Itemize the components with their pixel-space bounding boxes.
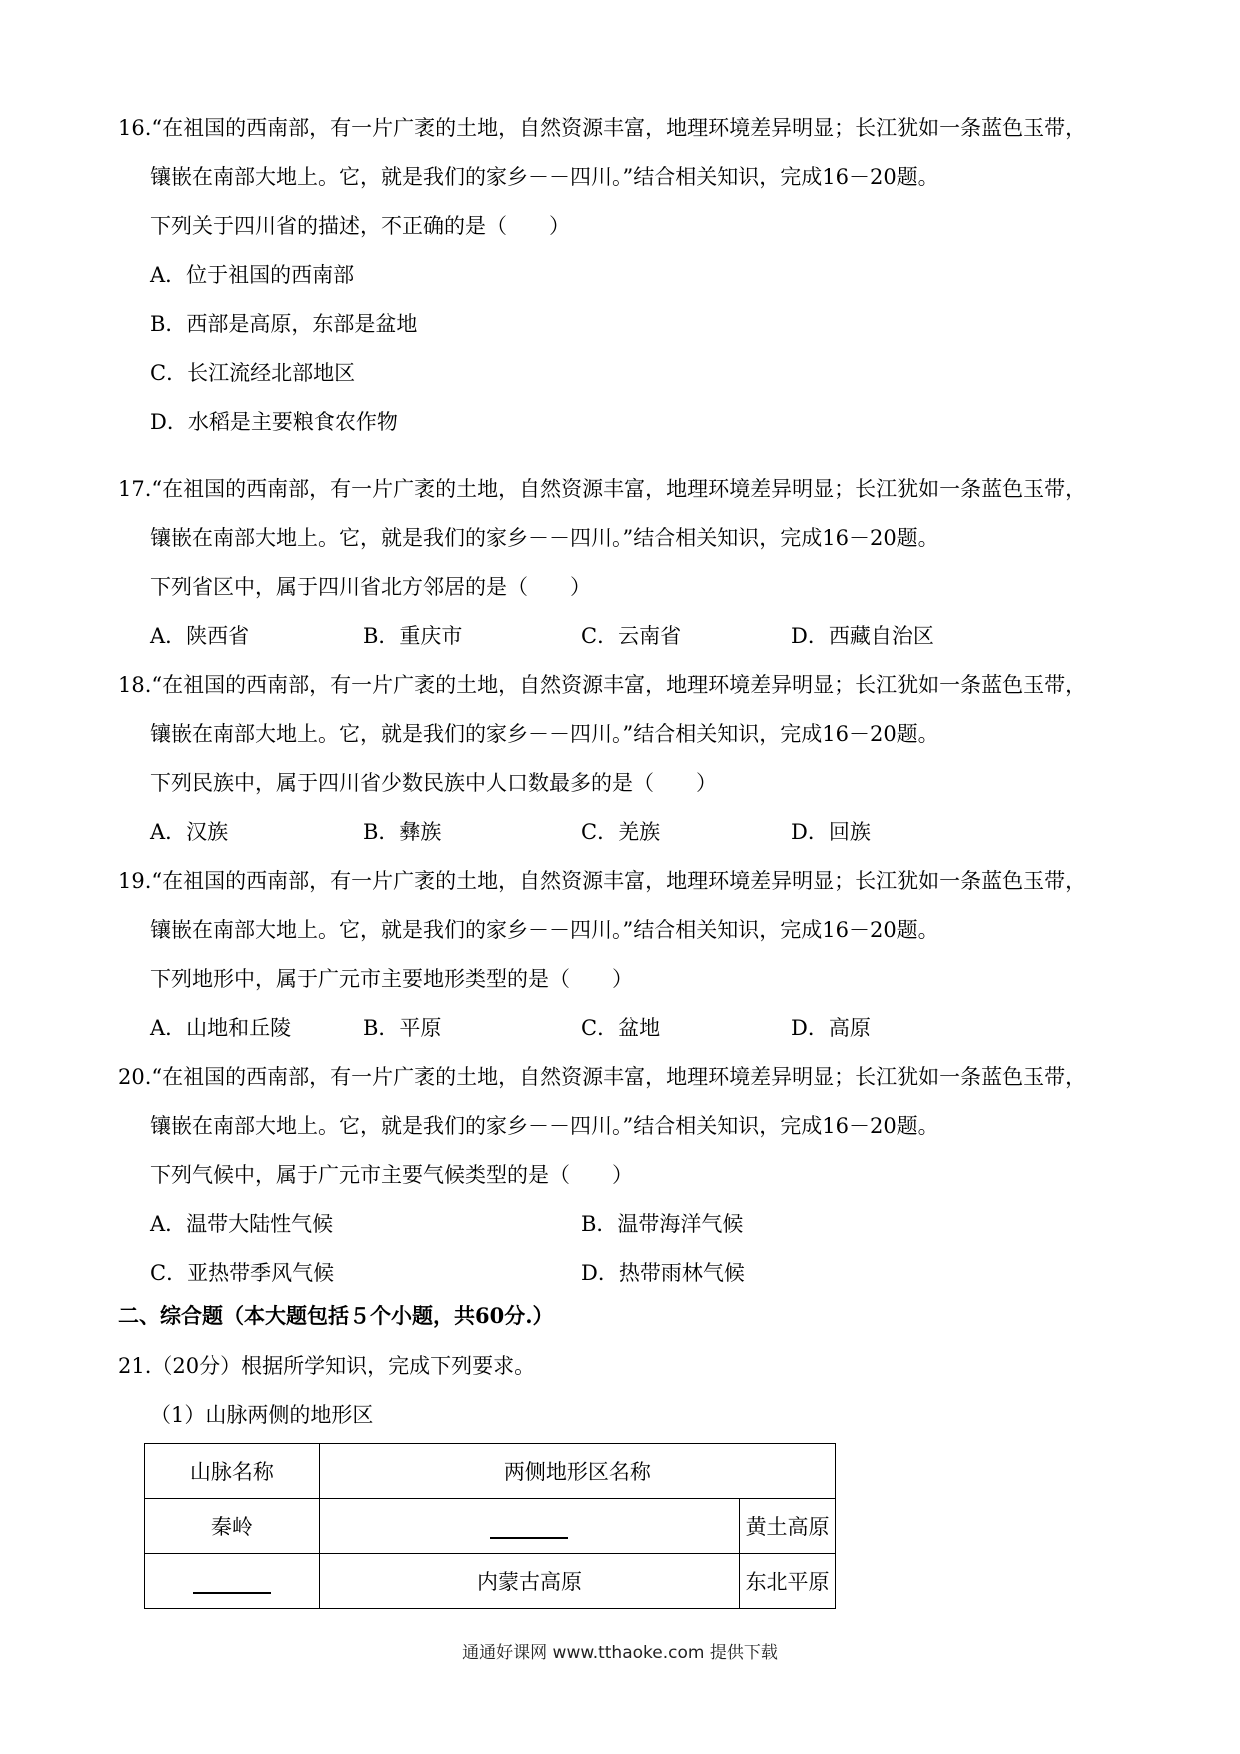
option-a: A．山地和丘陵: [150, 1016, 292, 1040]
mountain-table: [144, 1443, 836, 1609]
cell-blank-mountain: [145, 1554, 320, 1609]
options-row: [118, 808, 1128, 857]
question-stem: 下列关于四川省的描述，不正确的是（ ）: [150, 214, 570, 238]
answer-blank[interactable]: [490, 1515, 568, 1539]
question-intro-line1: 17.“在祖国的西南部，有一片广袤的土地，自然资源丰富，地理环境差异明显；长江犹如一条蓝色玉带，: [118, 477, 1087, 501]
option-b: B．平原: [363, 1016, 442, 1040]
option-d: D．回族: [791, 820, 871, 844]
question-stem: 下列省区中，属于四川省北方邻居的是（ ）: [150, 575, 591, 599]
option-b: B．温带海洋气候: [581, 1212, 744, 1236]
option-c: C．云南省: [581, 624, 682, 648]
option-c: C．盆地: [581, 1016, 661, 1040]
option-d: D．高原: [791, 1016, 871, 1040]
question-intro-line1: 19.“在祖国的西南部，有一片广袤的土地，自然资源丰富，地理环境差异明显；长江犹如一条蓝色玉带，: [118, 869, 1087, 893]
option-a: A．温带大陆性气候: [150, 1212, 334, 1236]
option-d: D．热带雨林气候: [581, 1261, 745, 1285]
question-intro-line1: 16.“在祖国的西南部，有一片广袤的土地，自然资源丰富，地理环境差异明显；长江犹如一条蓝色玉带，: [118, 116, 1087, 140]
table-row: [145, 1554, 836, 1609]
question-21-sub1: （1）山脉两侧的地形区: [150, 1403, 374, 1427]
question-stem: 下列民族中，属于四川省少数民族中人口数最多的是（ ）: [150, 771, 717, 795]
section-title: 二、综合题（本大题包括５个小题，共60分.）: [118, 1303, 554, 1328]
question-21: 21.（20分）根据所学知识，完成下列要求。: [118, 1354, 536, 1378]
question-intro-line1: 20.“在祖国的西南部，有一片广袤的土地，自然资源丰富，地理环境差异明显；长江犹如一条蓝色玉带，: [118, 1065, 1087, 1089]
question-intro-line2: 镶嵌在南部大地上。它，就是我们的家乡－－四川。”结合相关知识，完成16－20题。: [150, 722, 939, 746]
page-footer: 通通好课网 www.tthaoke.com 提供下载: [462, 1643, 778, 1663]
cell-mountain: 秦岭: [145, 1499, 320, 1554]
cell-region-right: 东北平原: [740, 1554, 836, 1609]
option-c: C．羌族: [581, 820, 661, 844]
option-d: D．西藏自治区: [791, 624, 934, 648]
question-20: [118, 1053, 1128, 1298]
option-c: C．长江流经北部地区: [150, 361, 356, 385]
question-stem: 下列气候中，属于广元市主要气候类型的是（ ）: [150, 1163, 633, 1187]
cell-region-middle: 内蒙古高原: [319, 1554, 739, 1609]
options-row-2: [118, 1249, 1128, 1298]
header-region-names: 两侧地形区名称: [319, 1444, 835, 1499]
question-16: [118, 104, 1128, 447]
option-d: D．水稻是主要粮食农作物: [150, 410, 398, 434]
question-stem: 下列地形中，属于广元市主要地形类型的是（ ）: [150, 967, 633, 991]
question-intro-line2: 镶嵌在南部大地上。它，就是我们的家乡－－四川。”结合相关知识，完成16－20题。: [150, 1114, 939, 1138]
option-b: B．重庆市: [363, 624, 463, 648]
option-a: A．陕西省: [150, 624, 250, 648]
answer-blank[interactable]: [193, 1570, 271, 1594]
option-b: B．西部是高原，东部是盆地: [150, 312, 418, 336]
options-row-1: [118, 1200, 1128, 1249]
table-row: [145, 1499, 836, 1554]
options-row: [118, 1004, 1128, 1053]
question-18: [118, 661, 1128, 857]
cell-region-right: 黄土高原: [740, 1499, 836, 1554]
question-intro-line2: 镶嵌在南部大地上。它，就是我们的家乡－－四川。”结合相关知识，完成16－20题。: [150, 165, 939, 189]
option-a: A．位于祖国的西南部: [150, 263, 355, 287]
question-19: [118, 857, 1128, 1053]
question-intro-line2: 镶嵌在南部大地上。它，就是我们的家乡－－四川。”结合相关知识，完成16－20题。: [150, 526, 939, 550]
option-c: C．亚热带季风气候: [150, 1261, 335, 1285]
question-intro-line1: 18.“在祖国的西南部，有一片广袤的土地，自然资源丰富，地理环境差异明显；长江犹如一条蓝色玉带，: [118, 673, 1087, 697]
cell-blank-region: [319, 1499, 739, 1554]
question-17: [118, 465, 1128, 661]
question-intro-line2: 镶嵌在南部大地上。它，就是我们的家乡－－四川。”结合相关知识，完成16－20题。: [150, 918, 939, 942]
option-b: B．彝族: [363, 820, 442, 844]
header-mountain-name: 山脉名称: [145, 1444, 320, 1499]
option-a: A．汉族: [150, 820, 229, 844]
table-header-row: [145, 1444, 836, 1499]
options-row: [118, 612, 1128, 661]
